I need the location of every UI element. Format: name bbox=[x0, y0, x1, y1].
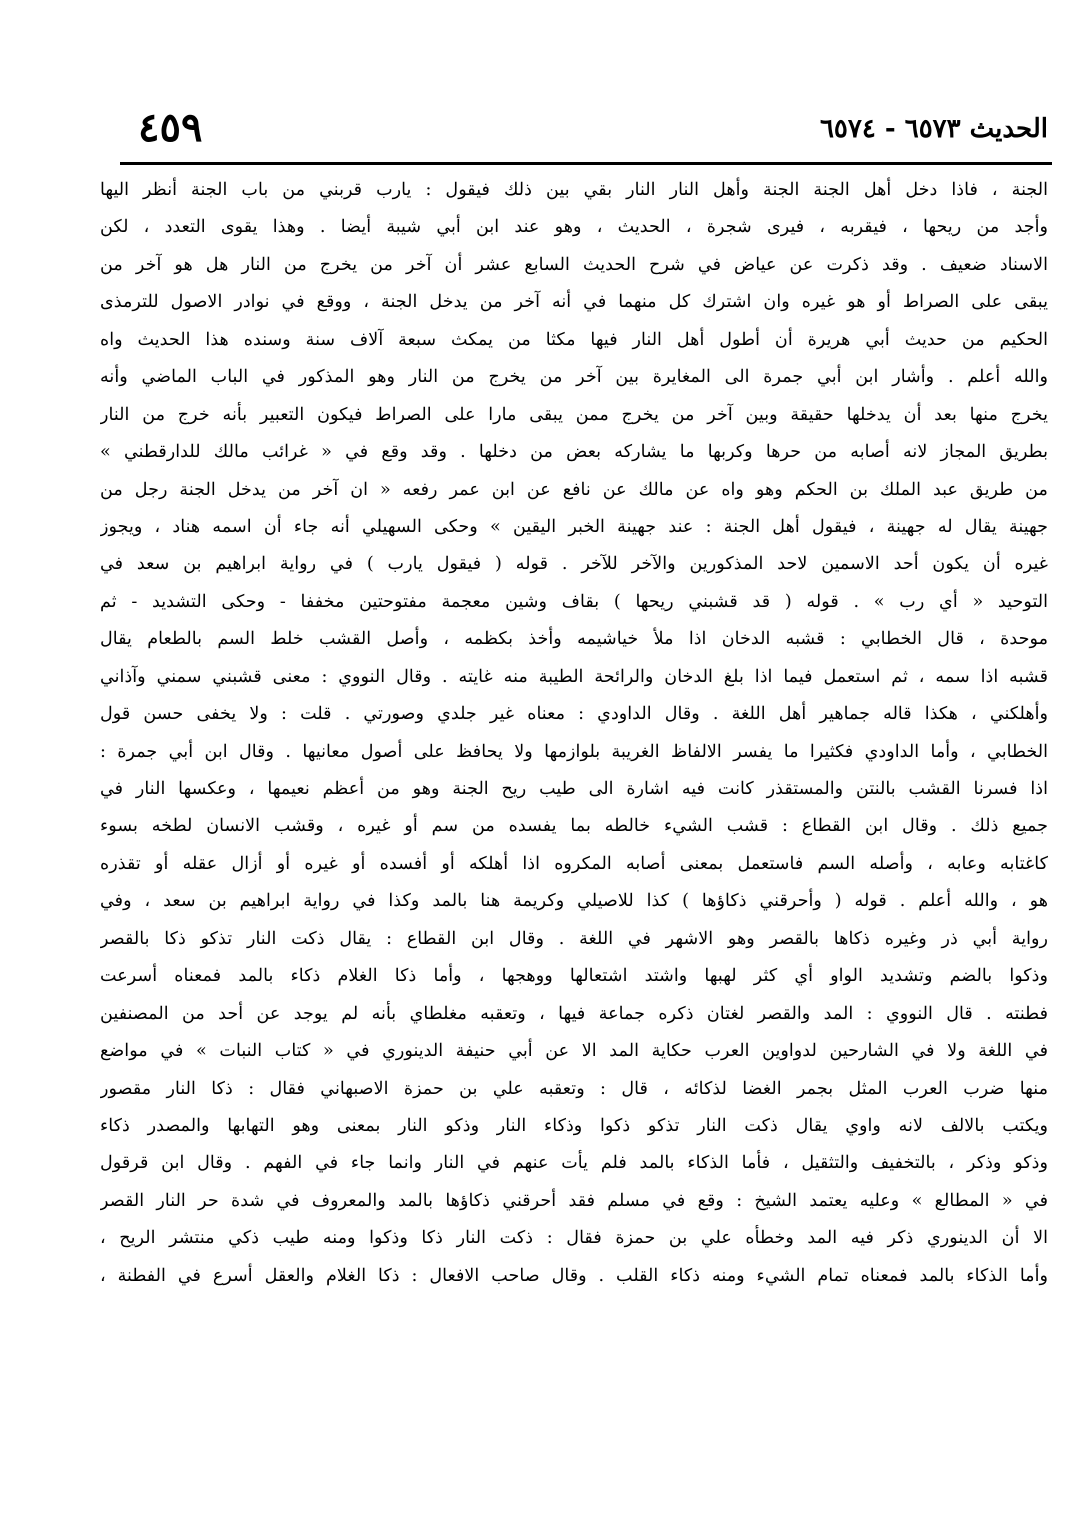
text-line: وأجد من ريحها ، فيقربه ، فيرى شجرة ، الحديث ، وهو عند ابن أبي شيبة أيضا . وهذا يقوى التعدد ، لكن bbox=[100, 217, 1048, 238]
text-line: في « المطالع » وعليه يعتمد الشيخ : وقع في مسلم فقد أحرقني ذكاؤها بالمد والمعروف في شدة حر النار القصر bbox=[100, 1190, 1048, 1211]
text-line: من طريق عبد الملك بن الحكم وهو واه عن مالك عن نافع عن ابن عمر رفعه « ان آخر من يدخل الجنة رجل من bbox=[100, 479, 1048, 500]
text-line: اذا فسرنا القشب بالنتن والمستقذر كانت فيه اشارة الى طيب ريح الجنة وهو من أعظم نعيمها ، وعكسها النار في bbox=[100, 779, 1048, 799]
text-line: والله أعلم . وأشار ابن أبي جمرة الى المغايرة بين آخر من يخرج من النار وهو المذكور في الباب الماضي وأنه bbox=[100, 367, 1048, 388]
text-line: منها ضرب العرب المثل بجمر الغضا لذكائه ، قال : وتعقبه علي بن حمزة الاصبهاني فقال : ذكا النار مقصور bbox=[100, 1078, 1048, 1099]
text-line: في اللغة ولا في الشارحين لدواوين العرب حكاية المد الا عن أبي حنيفة الدينوري في « كتاب النبات » في مواضع bbox=[100, 1041, 1048, 1062]
commentary-text bbox=[100, 172, 1048, 1482]
text-line bbox=[100, 1407, 1048, 1444]
text-line: وذكوا بالضم وتشديد الواو أي كثر لهبها واشتد اشتعالها ووهجها ، وأما ذكا الغلام ذكاء بالمد فمعناه أسرعت bbox=[100, 966, 1048, 987]
text-line: غيره أن يكون أحد الاسمين لاحد المذكورين والآخر للآخر . قوله ( فيقول يارب ) في رواية ابراهيم بن سعد في bbox=[100, 554, 1048, 575]
text-line: الجنة ، فاذا دخل أهل الجنة الجنة وأهل النار النار بقي بين ذلك فيقول : يارب قربني من باب الجنة أنظر اليها bbox=[100, 180, 1048, 200]
text-line: جميع ذلك . وقال ابن القطاع : قشب الشيء خالطه بما يفسده من سم أو غيره ، وقشب الانسان لطخه بسوء bbox=[100, 816, 1048, 837]
text-line: التوحيد « أي رب » . قوله ( قد قشبني ريحها ) بقاف وشين معجمة مفتوحتين مخففا - وحكى التشديد - ثم bbox=[100, 591, 1048, 612]
text-line: كاغتابه وعابه ، وأصله السم فاستعمل بمعنى أصابه المكروه اذا أهلكه أو أفسده أو غيره أو أزال عقله أو تقذره bbox=[100, 853, 1048, 874]
text-line: وأهلكني ، هكذا قاله جماهير أهل اللغة . وقال الداودي : معناه غير جلدي وصورتي . قلت : ولا يخفى حسن قول bbox=[100, 704, 1048, 725]
hadith-range-title: الحديث ٦٥٧٣ - ٦٥٧٤ bbox=[819, 114, 1048, 144]
text-line bbox=[100, 1295, 1048, 1332]
text-line: فطنته . قال النووي : المد والقصر لغتان ذكره جماعة فيها ، وتعقبه مغلطاي بأنه لم يوجد عن أحد من المصنفين bbox=[100, 1003, 1048, 1024]
text-line: الاسناد ضعيف . وقد ذكرت عن عياض في شرح الحديث السابع عشر أن آخر من يخرج من النار هل هو آخر من bbox=[100, 254, 1048, 275]
text-line: قشبه اذا سمه ، ثم استعمل فيما اذا بلغ الدخان والرائحة الطيبة منه غايته . وقال النووي : معنى قشبني سمني وآذاني bbox=[100, 666, 1048, 687]
text-line: بطريق المجاز لانه أصابه من حرها وكربها ما يشاركه بعض من دخلها . وقد وقع في « غرائب مالك للدارقطني » bbox=[100, 442, 1048, 463]
text-line: يخرج منها بعد أن يدخلها حقيقة وبين آخر من يخرج ممن يبقى مارا على الصراط فيكون التعبير بأنه خرج من النار bbox=[100, 404, 1048, 425]
text-line: يبقى على الصراط أو هو غيره وان اشترك كل منهما في أنه آخر من يدخل الجنة ، ووقع في نوادر الاصول للترمذى bbox=[100, 292, 1048, 313]
text-line bbox=[100, 1445, 1048, 1482]
text-line bbox=[100, 1370, 1048, 1407]
text-line bbox=[100, 1333, 1048, 1370]
text-line: هو ، والله أعلم . قوله ( وأحرقني ذكاؤها ) كذا للاصيلي وكريمة هنا بالمد وكذا في رواية ابراهيم بن سعد ، وفي bbox=[100, 891, 1048, 912]
text-line: موحدة ، قال الخطابي : قشبه الدخان اذا ملأ خياشيمه وأخذ بكظمه ، وأصل القشب خلط السم بالطعام يقال bbox=[100, 629, 1048, 650]
book-page bbox=[100, 100, 1048, 1510]
page-header bbox=[100, 100, 1048, 152]
text-line: الخطابي ، وأما الداودي فكثيرا ما يفسر الالفاظ الغريبة بلوازمها ولا يحافظ على أصول معانيها . وقال ابن أبي جمرة : bbox=[100, 741, 1048, 762]
text-line: جهينة يقال له جهينة ، فيقول أهل الجنة : عند جهينة الخبر اليقين » وحكى السهيلي أنه جاء أن اسمه هناد ، ويجوز bbox=[100, 516, 1048, 537]
page-number: ٤٥٩ bbox=[138, 104, 203, 151]
text-line: وأما الذكاء بالمد فمعناه تمام الشيء ومنه ذكاء القلب . وقال صاحب الافعال : ذكا الغلام والعقل أسرع في الفطنة ، bbox=[100, 1265, 1048, 1286]
text-line: وذكو وذكر ، بالتخفيف والتثقيل ، فأما الذكاء بالمد فلم يأت عنهم في النار وانما جاء في الفهم . وقال ابن قرقول bbox=[100, 1153, 1048, 1174]
text-line: الا أن الدينوري ذكر فيه المد وخطأه علي بن حمزة فقال : ذكت النار ذكا وذكوا ومنه طيب ذكي منتشر الريح ، bbox=[100, 1228, 1048, 1249]
text-line: رواية أبي ذر وغيره ذكاها بالقصر وهو الاشهر في اللغة . وقال ابن القطاع : يقال ذكت النار تذكو ذكا بالقصر bbox=[100, 928, 1048, 949]
header-divider bbox=[120, 162, 1052, 165]
text-line: ويكتب بالالف لانه واوي يقال ذكت النار تذكو ذكوا وذكاء النار وذكو النار بمعنى وهو التهابها والمصدر ذكاء bbox=[100, 1115, 1048, 1136]
text-line: الحكيم من حديث أبي هريرة أن أطول أهل النار فيها مكثا من يمكث سبعة آلاف سنة وسنده هذا الحديث واه bbox=[100, 329, 1048, 350]
